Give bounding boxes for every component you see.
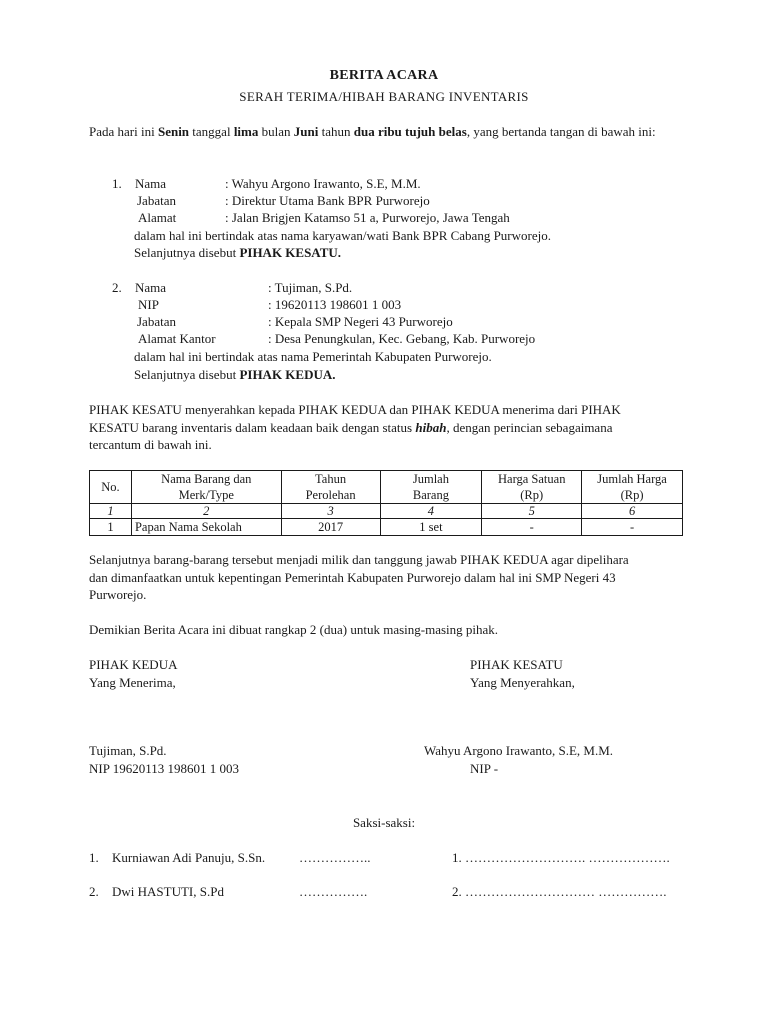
table-row — [90, 519, 683, 536]
handover-status: hibah — [415, 420, 447, 435]
table-header-cell: Nama Barang dan Merk/Type — [131, 471, 281, 504]
designation-bold: PIHAK KEDUA. — [239, 367, 336, 382]
table-cell: - — [582, 519, 683, 536]
witness-dots: …………….. — [299, 850, 371, 865]
witness-signature-line: 1. ………………………. ………………. — [452, 850, 670, 865]
intro-date: lima — [233, 124, 259, 139]
right-signer-role: PIHAK KESATU — [470, 657, 563, 672]
intro-year: dua ribu tujuh belas — [353, 124, 467, 139]
table-cell: - — [482, 519, 582, 536]
party-two-name-value: : Tujiman, S.Pd. — [268, 280, 353, 295]
intro-text: tahun — [318, 124, 354, 139]
handover-line: PIHAK KESATU menyerahkan kepada PIHAK KEDUA dan PIHAK KEDUA menerima dari PIHAK — [89, 402, 621, 417]
table-header-cell: Harga Satuan (Rp) — [482, 471, 582, 504]
table-header-cell: Jumlah Harga (Rp) — [582, 471, 683, 504]
table-cell: Papan Nama Sekolah — [131, 519, 281, 536]
table-header-row — [90, 471, 683, 504]
intro-text: tanggal — [189, 124, 234, 139]
party-two-acting: dalam hal ini bertindak atas nama Pemerintah Kabupaten Purworejo. — [134, 349, 492, 364]
left-signer-name: Tujiman, S.Pd. — [89, 743, 167, 758]
table-cell: 1 — [90, 519, 132, 536]
handover-line — [89, 420, 612, 436]
witness-number: 1. — [89, 850, 99, 865]
table-cell: 4 — [380, 504, 482, 519]
designation-text: Selanjutnya disebut — [134, 245, 240, 260]
table-cell: 3 — [281, 504, 380, 519]
ownership-line: Purworejo. — [89, 587, 147, 602]
table-index-row — [90, 504, 683, 519]
party-one-job-value: : Direktur Utama Bank BPR Purworejo — [225, 193, 430, 208]
party-one-name-value: : Wahyu Argono Irawanto, S.E, M.M. — [225, 176, 421, 191]
party-two-job-label: Jabatan — [137, 314, 176, 329]
handover-text: , dengan perincian sebagaimana — [446, 420, 613, 435]
left-signer-caption: Yang Menerima, — [89, 675, 176, 690]
party-two-address-value: : Desa Penungkulan, Kec. Gebang, Kab. Purworejo — [268, 331, 536, 346]
right-signer-name: Wahyu Argono Irawanto, S.E, M.M. — [424, 743, 614, 758]
party-two-name-label: Nama — [135, 280, 167, 295]
party-one-number: 1. — [112, 176, 122, 191]
witness-heading: Saksi-saksi: — [352, 815, 416, 830]
designation-text: Selanjutnya disebut — [134, 367, 240, 382]
party-one-name-label: Nama — [135, 176, 167, 191]
left-signer-role: PIHAK KEDUA — [89, 657, 178, 672]
table-cell: 6 — [582, 504, 683, 519]
left-signer-nip: NIP 19620113 198601 1 003 — [89, 761, 239, 776]
party-two-nip-label: NIP — [138, 297, 159, 312]
witness-signature-line: 2. ………………………… ……………. — [452, 884, 667, 899]
party-one-job-label: Jabatan — [137, 193, 176, 208]
table-header-cell: Tahun Perolehan — [281, 471, 380, 504]
party-one-address-label: Alamat — [138, 210, 177, 225]
party-two-designation — [134, 367, 336, 383]
party-one-acting: dalam hal ini bertindak atas nama karyawan/wati Bank BPR Cabang Purworejo. — [134, 228, 551, 243]
handover-text: KESATU barang inventaris dalam keadaan baik dengan status — [89, 420, 416, 435]
ownership-line: Selanjutnya barang-barang tersebut menjadi milik dan tanggung jawab PIHAK KEDUA agar dipelihara — [89, 552, 629, 567]
table-header-cell: Jumlah Barang — [380, 471, 482, 504]
intro-text: Pada hari ini — [89, 124, 158, 139]
party-two-address-label: Alamat Kantor — [138, 331, 216, 346]
witness-number: 2. — [89, 884, 99, 899]
intro-paragraph — [89, 123, 729, 140]
table-cell: 1 set — [380, 519, 482, 536]
table-cell: 2017 — [281, 519, 380, 536]
table-cell: 1 — [90, 504, 132, 519]
table-cell: 2 — [131, 504, 281, 519]
intro-text: bulan — [258, 124, 294, 139]
intro-month: Juni — [293, 124, 319, 139]
witness-name: Kurniawan Adi Panuju, S.Sn. — [112, 850, 266, 865]
party-one-designation — [134, 245, 341, 261]
right-signer-caption: Yang Menyerahkan, — [470, 675, 575, 690]
intro-day: Senin — [157, 124, 190, 139]
party-one-address-value: : Jalan Brigjen Katamso 51 a, Purworejo, Jawa Tengah — [225, 210, 510, 225]
party-two-nip-value: : 19620113 198601 1 003 — [268, 297, 402, 312]
witness-name: Dwi HASTUTI, S.Pd — [112, 884, 224, 899]
closing-statement: Demikian Berita Acara ini dibuat rangkap 2 (dua) untuk masing-masing pihak. — [89, 622, 499, 637]
handover-line: tercantum di bawah ini. — [89, 437, 212, 452]
inventory-table — [89, 470, 683, 536]
right-signer-nip: NIP - — [470, 761, 499, 776]
party-two-job-value: : Kepala SMP Negeri 43 Purworejo — [268, 314, 453, 329]
designation-bold: PIHAK KESATU. — [239, 245, 342, 260]
table-header-cell: No. — [90, 471, 132, 504]
intro-text: , yang bertanda tangan di bawah ini: — [466, 124, 656, 139]
party-two-number: 2. — [112, 280, 122, 295]
document-title: BERITA ACARA — [329, 68, 439, 83]
table-cell: 5 — [482, 504, 582, 519]
witness-dots: ……………. — [299, 884, 368, 899]
ownership-line: dan dimanfaatkan untuk kepentingan Pemerintah Kabupaten Purworejo dalam hal ini SMP Negeri 43 — [89, 570, 616, 585]
document-subtitle: SERAH TERIMA/HIBAH BARANG INVENTARIS — [239, 89, 529, 104]
